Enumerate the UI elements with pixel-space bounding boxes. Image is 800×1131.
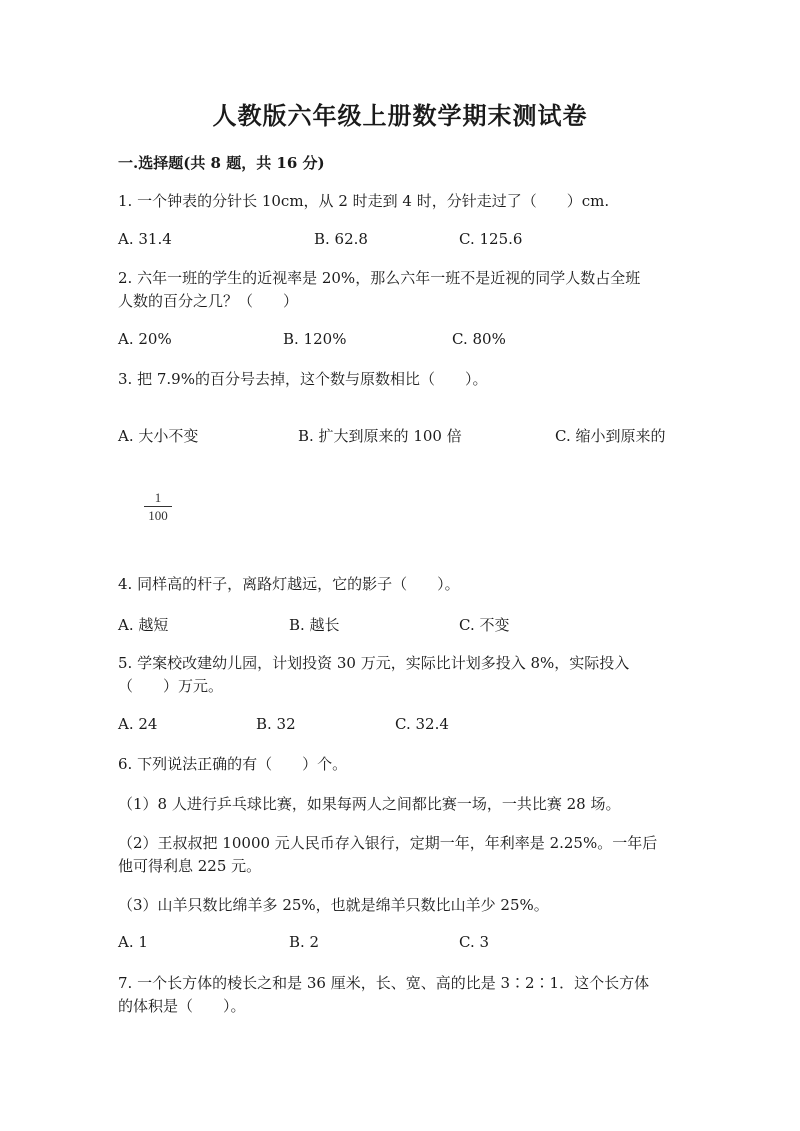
section-heading: 一.选择题(共 8 题，共 16 分) [118,154,325,172]
question-3-option-b: B. 扩大到原来的 100 倍 [298,427,462,445]
question-2-option-c: C. 80% [452,330,506,348]
question-1-option-a: A. 31.4 [118,230,172,248]
fraction-denominator: 100 [148,508,168,523]
question-6-statement-1: （1）8 人进行乒乓球比赛，如果每两人之间都比赛一场，一共比赛 28 场。 [118,795,621,813]
question-2-text-line1: 2. 六年一班的学生的近视率是 20%，那么六年一班不是近视的同学人数占全班 [118,269,641,287]
question-1-option-c: C. 125.6 [459,230,523,248]
question-4-option-c: C. 不变 [459,616,510,634]
question-5-option-b: B. 32 [256,715,296,733]
question-3-option-a: A. 大小不变 [118,427,199,445]
question-7-text-line2: 的体积是（ ）。 [118,997,246,1015]
question-1-option-b: B. 62.8 [314,230,368,248]
question-4-option-b: B. 越长 [289,616,340,634]
question-3-text: 3. 把 7.9%的百分号去掉，这个数与原数相比（ ）。 [118,370,488,388]
question-5-text-line1: 5. 学案校改建幼儿园，计划投资 30 万元，实际比计划多投入 8%，实际投入 [118,654,630,672]
question-2-text-line2: 人数的百分之几？（ ） [118,292,299,310]
question-2-option-b: B. 120% [283,330,347,348]
question-2-option-a: A. 20% [118,330,172,348]
question-6-statement-2-line2: 他可得利息 225 元。 [118,857,262,875]
question-6-option-c: C. 3 [459,933,490,951]
question-1-text: 1. 一个钟表的分针长 10cm，从 2 时走到 4 时，分针走过了（ ）cm. [118,192,610,210]
fraction-one-hundredth [142,490,174,523]
question-7-text-line1: 7. 一个长方体的棱长之和是 36 厘米，长、宽、高的比是 3∶2∶1．这个长方体 [118,974,650,992]
question-5-option-c: C. 32.4 [395,715,449,733]
question-6-option-a: A. 1 [118,933,148,951]
question-6-statement-3: （3）山羊只数比绵羊多 25%，也就是绵羊只数比山羊少 25%。 [118,896,549,914]
question-6-statement-2-line1: （2）王叔叔把 10000 元人民币存入银行，定期一年，年利率是 2.25%。一年后 [118,834,658,852]
question-6-text: 6. 下列说法正确的有（ ）个。 [118,755,348,773]
page-title: 人教版六年级上册数学期末测试卷 [212,101,588,130]
fraction-numerator: 1 [154,490,162,505]
question-5-text-line2: （ ）万元。 [118,677,224,695]
question-6-option-b: B. 2 [289,933,320,951]
question-4-text: 4. 同样高的杆子，离路灯越远，它的影子（ ）。 [118,575,460,593]
fraction-bar [144,506,172,507]
question-3-option-c: C. 缩小到原来的 [555,427,666,445]
question-4-option-a: A. 越短 [118,616,169,634]
question-5-option-a: A. 24 [118,715,158,733]
